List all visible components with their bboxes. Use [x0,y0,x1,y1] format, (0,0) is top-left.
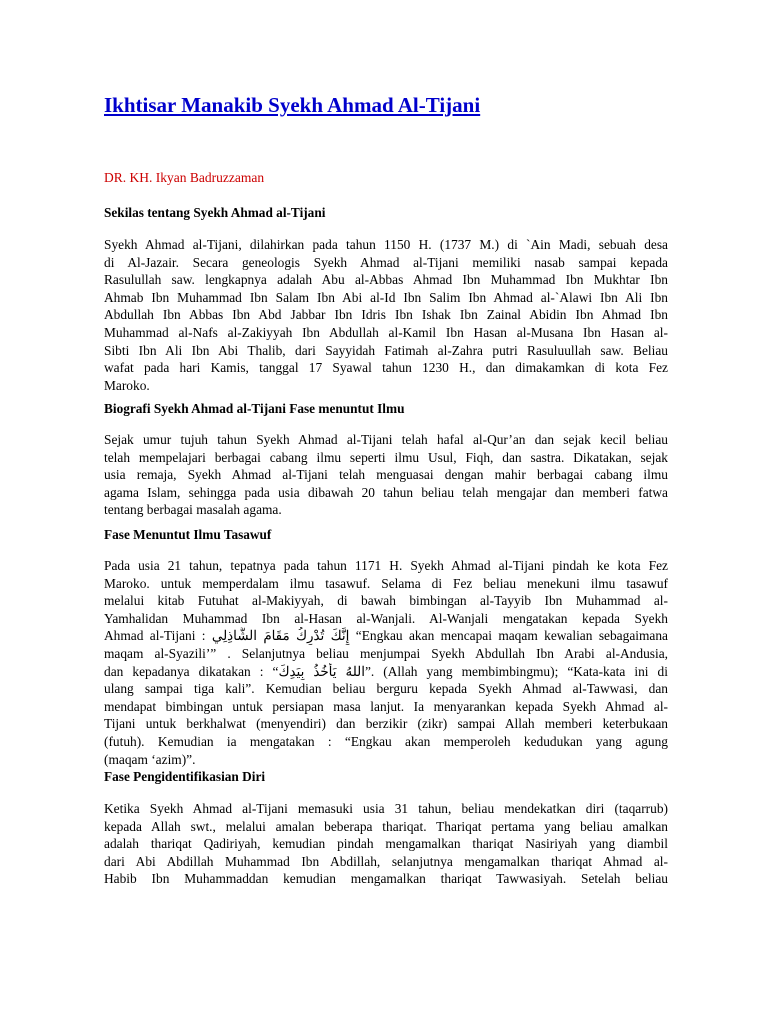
section-paragraph-3 [104,557,668,768]
paragraph-line: melalui kitab Futuhat al-Makiyyah, di bawah bimbingan al-Tayyib Ibn Muhammad al- [104,593,668,609]
paragraph-line: Abdullah Ibn Abbas Ibn Abd Jabbar Ibn Idris Ibn Ishak Ibn Zainal Abidin Ibn Ahmad Ibn [104,307,668,323]
paragraph-line: kepada Allah swt., melalui amalan beberapa thariqat. Thariqat pertama yang beliau amalkan [104,818,668,834]
paragraph-line: Ahmad al-Tijani : إِنَّكَ تُدْرِكُ مَقَامَ الشَّاذِلِي “Engkau akan mencapai maqam kewalian sebagaimana [104,628,668,644]
paragraph-line: Ahmab Ibn Muhammad Ibn Salam Ibn Abi al-Id Ibn Salim Ibn Ahmad al-`Alawi Ibn Ali Ibn [104,289,668,305]
paragraph-line: Syekh Ahmad al-Tijani, dilahirkan pada tahun 1150 H. (1737 M.) di `Ain Madi, sebuah desa [104,237,668,252]
paragraph-line: Rasulullah saw. lengkapnya adalah Abu al-Abbas Ahmad Ibn Muhammad Ibn Mukhtar Ibn [104,272,668,288]
paragraph-line: ulang sampai tiga kali”. Kemudian beliau berguru kepada Syekh Ahmad al-Tawwasi, dan [104,681,668,697]
paragraph-line: agama Islam, sehingga pada usia dibawah 20 tahun beliau telah mengajar dan memberi fatwa [104,484,668,500]
paragraph-line: Yamhalidan Muhammad Ibn al-Hasan al-Wanjali. Al-Wanjali mengatakan kepada Syekh [104,610,668,626]
section-heading-1: Sekilas tentang Syekh Ahmad al-Tijani [104,205,326,220]
section-paragraph-2 [104,431,668,519]
paragraph-line: maqam al-Syazili’” . Selanjutnya beliau menjumpai Syekh Abdullah Ibn Arabi al-Andusia, [104,645,668,661]
paragraph-line: usia remaja, Syekh Ahmad al-Tijani telah menguasai dengan mahir berbagai cabang ilmu [104,467,668,483]
paragraph-line: mendapat bimbingan untuk persiapan masa lanjut. Ia menyarankan kepada Syekh Ahmad al- [104,698,668,714]
section-paragraph-4 [104,800,668,888]
paragraph-line: Ketika Syekh Ahmad al-Tijani memasuki usia 31 tahun, beliau mendekatkan diri (taqarrub) [104,801,668,816]
paragraph-line: di Al-Jazair. Secara geneologis Syekh Ahmad al-Tijani memiliki nasab sampai kepada [104,254,668,270]
section-heading-2: Biografi Syekh Ahmad al-Tijani Fase menuntut Ilmu [104,401,405,416]
section-heading-4: Fase Pengidentifikasian Diri [104,769,266,784]
paragraph-line: Sibti Ibn Ali Ibn Abi Thalib, dari Sayyidah Fatimah al-Zahra putri Rasuluullah saw. Beliau [104,342,668,358]
paragraph-line: dari Abi Abdillah Muhammad Ibn Abdillah, selanjutnya mengamalkan thariqat Ahmad al- [104,853,668,869]
paragraph-line: wafat pada hari Kamis, tanggal 17 Syawal tahun 1230 H., dan dimakamkan di kota Fez [104,360,668,376]
paragraph-line: telah mempelajari berbagai cabang ilmu seperti ilmu Usul, Fiqh, dan sastra. Dikatakan, sejak [104,449,668,465]
paragraph-line: tentang berbagai masalah agama. [104,502,282,518]
paragraph-line: (futuh). Kemudian ia mengatakan : “Engkau akan memperoleh kedudukan yang agung [104,733,668,749]
paragraph-line: dan kepadanya dikatakan : “اللهُ يَأْخُذُ بِيَدِكَ”. (Allah yang membimbingmu); “Kata-kata ini di [104,663,668,679]
document-title[interactable]: Ikhtisar Manakib Syekh Ahmad Al-Tijani [104,93,481,117]
paragraph-line: Habib Ibn Muhammaddan kemudian mengamalkan thariqat Tawwasiyah. Setelah beliau [104,871,668,887]
paragraph-line: Sejak umur tujuh tahun Syekh Ahmad al-Tijani telah hafal al-Qur’an dan sejak kecil beliau [104,432,668,447]
paragraph-line: Muhammad al-Nafs al-Zakiyyah Ibn Abdullah al-Kamil Ibn Hasan al-Musana Ibn Hasan al- [104,324,668,340]
paragraph-line: adalah thariqat Qadiriyah, kemudian pindah mengamalkan thariqat Nasiriyah yang diambil [104,836,668,852]
paragraph-line: Pada usia 21 tahun, tepatnya pada tahun 1171 H. Syekh Ahmad al-Tijani pindah ke kota Fez [104,558,668,573]
paragraph-line: Maroko. [104,377,150,393]
paragraph-line: (maqam ‘azim)”. [104,751,196,767]
paragraph-line: Tijani untuk berkhalwat (menyendiri) dan berzikir (zikr) sampai Allah memberi keterbukaan [104,716,668,732]
paragraph-line: Maroko. untuk memperdalam ilmu tasawuf. Selama di Fez beliau menekuni ilmu tasawuf [104,575,668,591]
author-name: DR. KH. Ikyan Badruzzaman [104,170,265,185]
section-paragraph-1 [104,236,668,394]
section-heading-3: Fase Menuntut Ilmu Tasawuf [104,527,272,542]
